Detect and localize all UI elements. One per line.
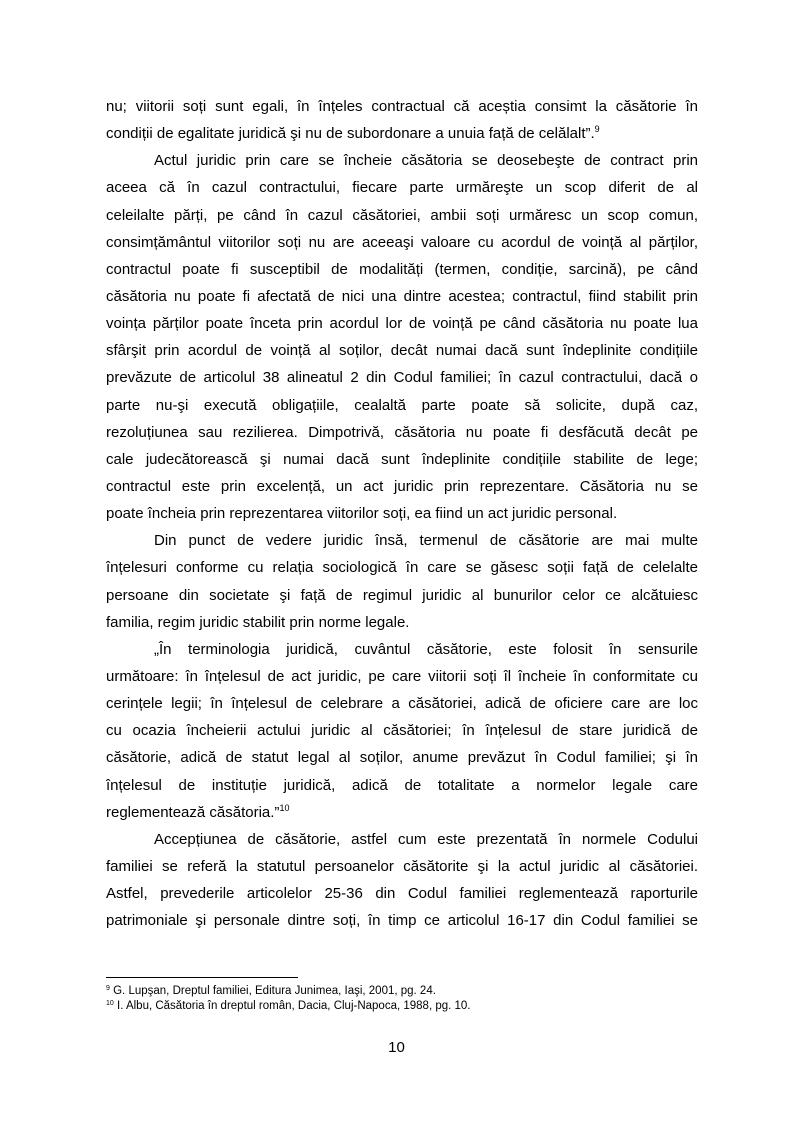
text-line xyxy=(106,473,698,500)
paragraph xyxy=(106,147,698,527)
page-number: 10 xyxy=(388,1039,405,1056)
footnote-text: G. Lupşan, Dreptul familiei, Editura Junimea, Iaşi, 2001, pg. 24. xyxy=(113,985,436,997)
line-text: înțelesuri conforme cu relația sociologică în care se găsesc soții față de celelalte xyxy=(106,559,698,577)
line-text: Din punct de vedere juridic însă, termenul de căsătorie are mai multe xyxy=(154,532,698,550)
line-text: cerințele legii; în înțelesul de celebrare a căsătoriei, adică de oficiere care are loc xyxy=(106,695,698,713)
text-line xyxy=(106,772,698,799)
footnote xyxy=(106,999,471,1014)
line-text: căsătoria nu poate fi afectată de nici una dintre acestea; contractul, fiind stabilit prin xyxy=(106,287,698,305)
text-line xyxy=(106,310,698,337)
line-text: cu ocazia încheierii actului juridic al căsătoriei; în înțelesul de stare juridică de xyxy=(106,722,698,740)
text-line xyxy=(106,554,698,581)
text-line xyxy=(106,256,698,283)
line-text: consimțământul viitorilor soți nu are aceeaşi valoare cu acordul de voință al părților, xyxy=(106,233,698,251)
text-line xyxy=(106,690,698,717)
text-line xyxy=(106,907,698,934)
line-text: sfârşit prin acordul de voință al soților, decât numai dacă sunt îndeplinite condițiile xyxy=(106,342,698,360)
footnote-reference: 10 xyxy=(279,802,290,813)
line-text: patrimoniale şi personale dintre soți, în timp ce articolul 16-17 din Codul familiei se xyxy=(106,912,698,930)
line-text: Accepțiunea de căsătorie, astfel cum este prezentată în normele Codului xyxy=(154,830,698,848)
line-text: parte nu-şi execută obligațiile, cealaltă parte poate să solicite, după caz, xyxy=(106,396,698,414)
text-line xyxy=(106,853,698,880)
text-line xyxy=(106,799,698,826)
line-text: Astfel, prevederile articolelor 25-36 din Codul familiei reglementează raporturile xyxy=(106,885,698,903)
line-text: aceea că în cazul contractului, fiecare parte urmăreşte un scop diferit de al xyxy=(106,179,698,197)
text-line xyxy=(106,446,698,473)
footnote-number: 9 xyxy=(106,985,110,992)
line-text: nu; viitorii soți sunt egali, în înțeles contractual că aceștia consimt la căsătorie în xyxy=(106,98,698,115)
text-line xyxy=(106,744,698,771)
text-line xyxy=(106,364,698,391)
line-text: înțelesul de instituție juridică, adică de totalitate a normelor legale care xyxy=(106,776,698,794)
text-line xyxy=(106,174,698,201)
text-line xyxy=(106,663,698,690)
text-line xyxy=(106,283,698,310)
line-text: contractul este prin excelență, un act juridic prin reprezentare. Căsătoria nu se xyxy=(106,477,698,495)
footnote-number: 10 xyxy=(106,1000,114,1007)
line-text: persoane din societate şi față de regimul juridic al bunurilor celor ce alcătuiesc xyxy=(106,586,698,604)
footnote xyxy=(106,984,471,999)
text-line xyxy=(106,337,698,364)
text-line xyxy=(106,880,698,907)
line-text: reglementează căsătoria.” xyxy=(106,803,280,821)
line-text: „În terminologia juridică, cuvântul căsătorie, este folosit în sensurile xyxy=(154,640,698,658)
line-text: poate încheia prin reprezentarea viitorilor soți, ea fiind un act juridic personal. xyxy=(106,505,618,523)
paragraph xyxy=(106,93,698,147)
line-text: voința părților poate înceta prin acordul lor de voință pe când căsătoria nu poate lua xyxy=(106,315,698,333)
line-text: rezoluțiunea sau rezilierea. Dimpotrivă, căsătoria nu poate fi desfăcută decât pe xyxy=(106,423,698,441)
page-body xyxy=(106,93,698,934)
line-text: condiții de egalitate juridică şi nu de subordonare a unuia față de celălalt”. xyxy=(106,125,595,143)
line-text: celeilalte părți, pe când în cazul căsătoriei, ambii soți urmăresc un scop comun, xyxy=(106,206,698,224)
line-text: Actul juridic prin care se încheie căsătoria se deosebeşte de contract prin xyxy=(154,152,698,170)
paragraph xyxy=(106,826,698,935)
text-line xyxy=(106,93,698,120)
text-line xyxy=(106,392,698,419)
text-line xyxy=(106,500,698,527)
text-line xyxy=(106,229,698,256)
text-line xyxy=(106,202,698,229)
text-line xyxy=(106,120,698,147)
text-line xyxy=(106,636,698,663)
text-line xyxy=(106,527,698,554)
line-text: contractul poate fi susceptibil de modalități (termen, condiție, sarcină), pe când xyxy=(106,260,698,278)
footnote-reference: 9 xyxy=(594,124,600,135)
footnotes xyxy=(106,984,471,1014)
footnote-separator xyxy=(106,977,298,978)
line-text: prevăzute de articolul 38 alineatul 2 din Codul familiei; în cazul contractului, dacă o xyxy=(106,369,698,387)
line-text: familia, regim juridic stabilit prin norme legale. xyxy=(106,613,410,631)
text-line xyxy=(106,419,698,446)
text-line xyxy=(106,717,698,744)
paragraph xyxy=(106,636,698,826)
text-line xyxy=(106,609,698,636)
line-text: familiei se referă la statutul persoanelor căsătorite şi la actul juridic al căsătoriei. xyxy=(106,857,698,875)
text-line xyxy=(106,582,698,609)
line-text: căsătorie, adică de statut legal al soților, anume prevăzut în Codul familiei; şi în xyxy=(106,749,698,767)
text-line xyxy=(106,826,698,853)
footnote-text: I. Albu, Căsătoria în dreptul român, Dacia, Cluj-Napoca, 1988, pg. 10. xyxy=(117,1000,471,1012)
line-text: următoare: în înțelesul de act juridic, pe care viitorii soți îl încheie în conformitate cu xyxy=(106,667,698,685)
line-text: cale judecătorească şi numai dacă sunt îndeplinite condițiile stabilite de lege; xyxy=(106,450,698,468)
paragraph xyxy=(106,527,698,636)
text-line xyxy=(106,147,698,174)
